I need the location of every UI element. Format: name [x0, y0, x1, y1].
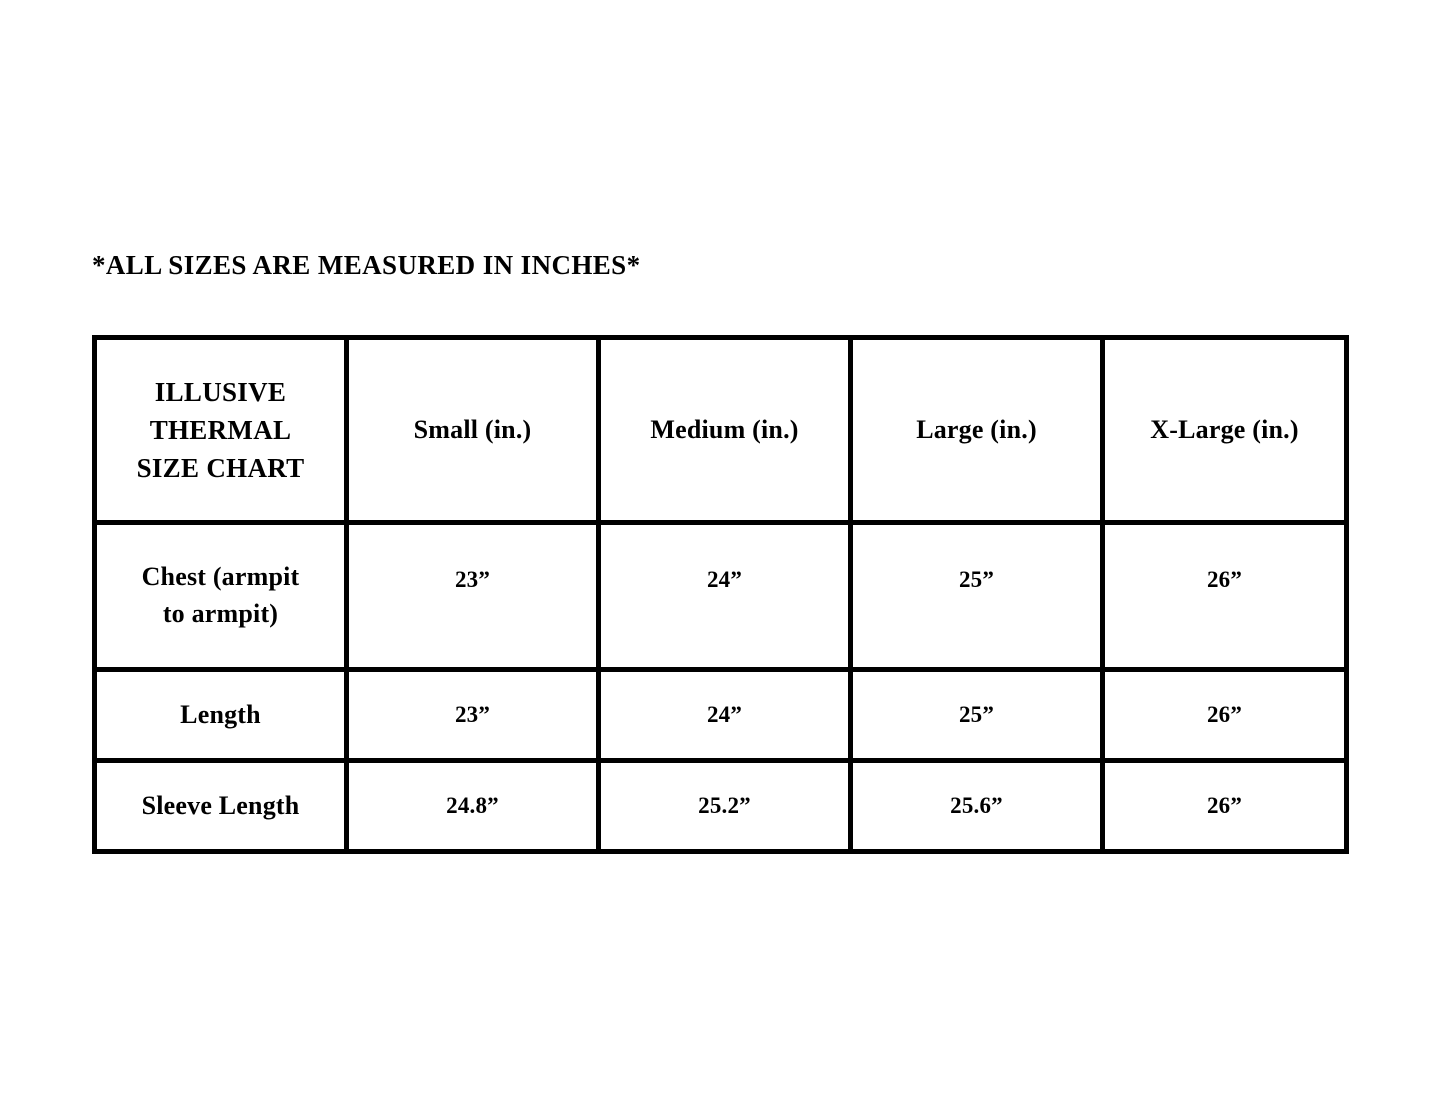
- cell-sleeve-small: 24.8”: [347, 761, 599, 852]
- row-header-chest-line-1: Chest (armpit: [141, 562, 300, 592]
- column-header-small: Small (in.): [347, 338, 599, 523]
- cell-chest-xlarge-value: 26”: [1206, 567, 1243, 592]
- cell-chest-medium-value: 24”: [706, 567, 743, 592]
- size-chart-table: [92, 335, 1349, 854]
- cell-length-small: 23”: [347, 670, 599, 761]
- cell-chest-small: [347, 523, 599, 670]
- cell-chest-large: [851, 523, 1103, 670]
- corner-label-line-3: SIZE CHART: [136, 453, 305, 484]
- cell-sleeve-large: 25.6”: [851, 761, 1103, 852]
- column-header-medium: Medium (in.): [599, 338, 851, 523]
- table-row: [95, 523, 1347, 670]
- row-header-chest: [95, 523, 347, 670]
- corner-label-line-1: ILLUSIVE: [154, 376, 287, 407]
- table-header-row: [95, 338, 1347, 523]
- table-row: [95, 761, 1347, 852]
- cell-length-xlarge: 26”: [1103, 670, 1347, 761]
- column-header-large: Large (in.): [851, 338, 1103, 523]
- table-row: [95, 670, 1347, 761]
- corner-label-line-2: THERMAL: [149, 414, 292, 445]
- cell-chest-small-value: 23”: [454, 567, 491, 592]
- cell-sleeve-xlarge: 26”: [1103, 761, 1347, 852]
- cell-chest-large-value: 25”: [958, 567, 995, 592]
- row-header-chest-line-2: to armpit): [162, 599, 279, 628]
- cell-length-medium: 24”: [599, 670, 851, 761]
- cell-chest-medium: [599, 523, 851, 670]
- column-header-xlarge: X-Large (in.): [1103, 338, 1347, 523]
- table-corner-label: [95, 338, 347, 523]
- cell-sleeve-medium: 25.2”: [599, 761, 851, 852]
- cell-length-large: 25”: [851, 670, 1103, 761]
- page-title: *ALL SIZES ARE MEASURED IN INCHES*: [92, 250, 641, 280]
- row-header-sleeve-length: Sleeve Length: [95, 761, 347, 852]
- cell-chest-xlarge: [1103, 523, 1347, 670]
- row-header-length: Length: [95, 670, 347, 761]
